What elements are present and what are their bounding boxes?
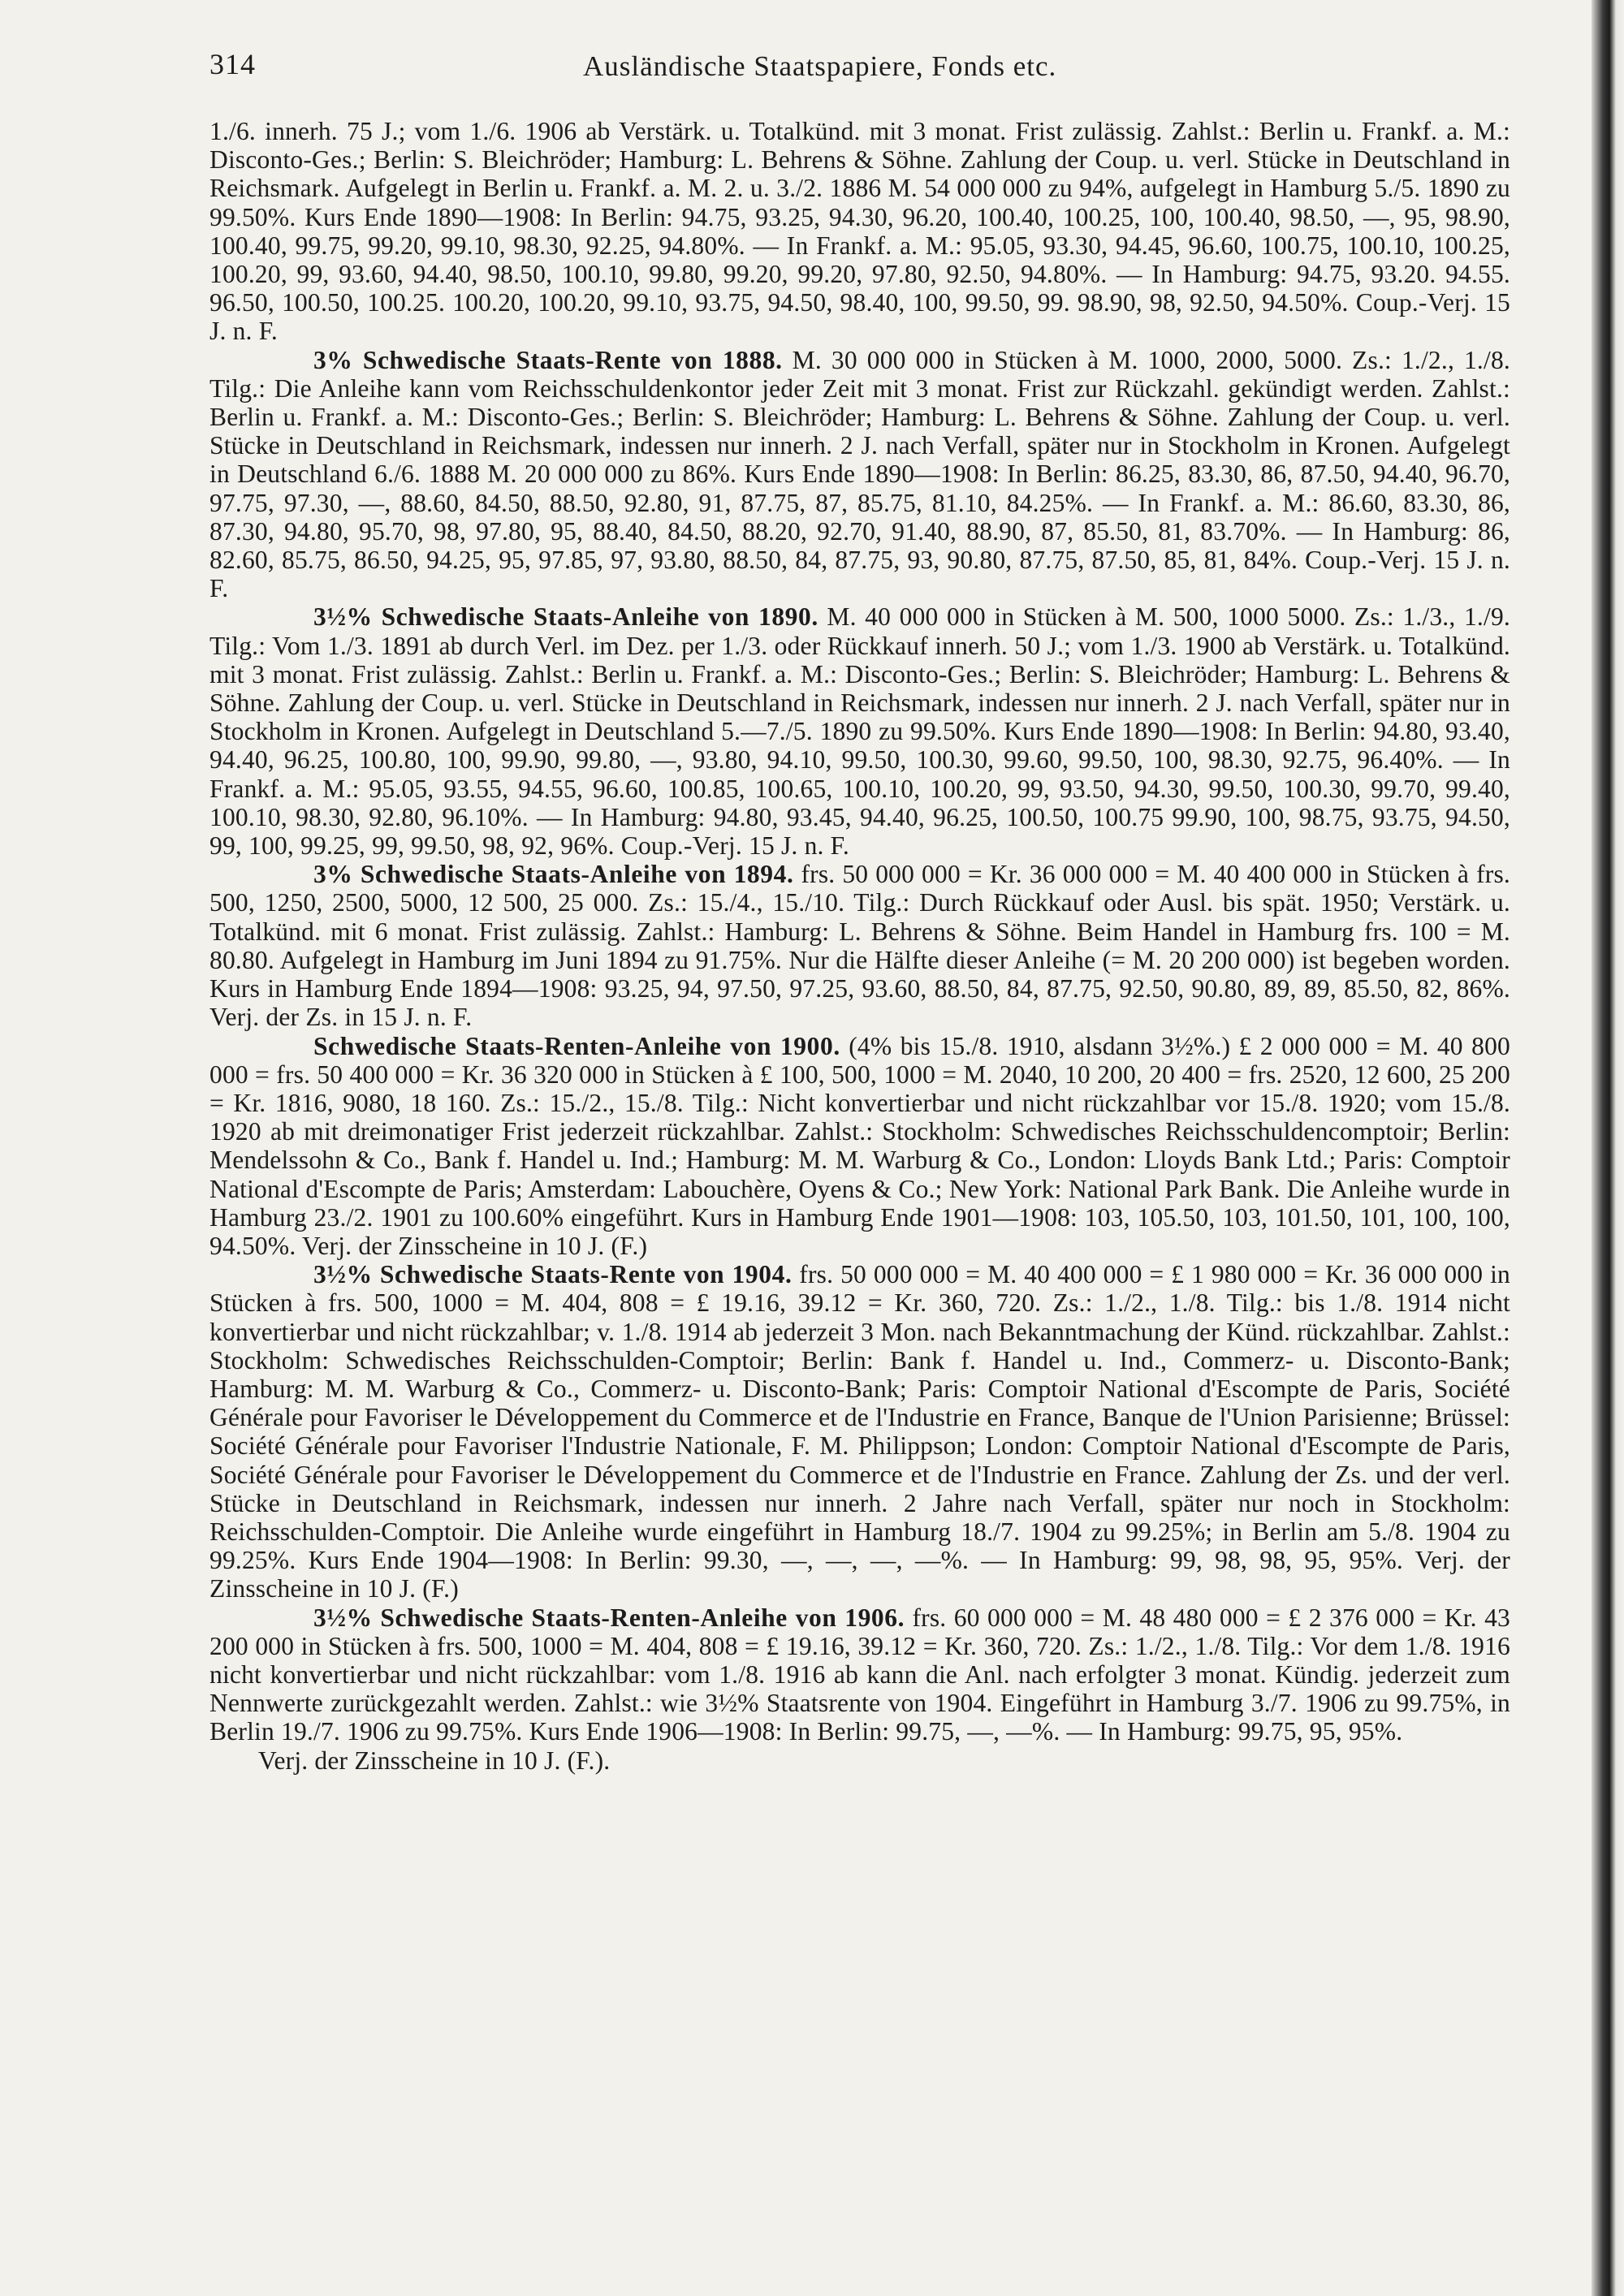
entry-rente-1888 [209,346,1510,603]
entry-renten-anleihe-1906 [209,1603,1510,1746]
entry-heading: 3½% Schwedische Staats-Anleihe von 1890. [313,602,818,632]
binding-edge [1592,0,1624,2296]
entry-heading: Schwedische Staats-Renten-Anleihe von 1900. [313,1031,840,1060]
entry-text: M. 40 000 000 in Stücken à M. 500, 1000 5000. Zs.: 1./3., 1./9. Tilg.: Vom 1./3. 1891 ab durch Verl. im Dez. per 1./3. oder Rückkauf innerh. 50 J.; vom 1./3. 1900 ab Verstärk. u. Totalkünd. mit 3 monat. Frist zulässig. Zahlst.: Berlin u. Frankf. a. M.: Disconto-Ges.; Berlin: S. Bleichröder; Hamburg: L. Behrens & Söhne. Zahlung der Coup. u. verl. Stücke in Deutschland in Reichsmark, indessen nur innerh. 2 J. nach Verfall, später nur in Stockholm in Kronen. Aufgelegt in Deutschland 5.—7./5. 1890 zu 99.50%. Kurs Ende 1890—1908: In Berlin: 94.80, 93.40, 94.40, 96.25, 100.80, 100, 99.90, 99.80, —, 93.80, 94.10, 99.50, 100.30, 99.60, 99.50, 100, 98.30, 92.75, 96.40%. — In Frankf. a. M.: 95.05, 93.55, 94.55, 96.60, 100.85, 100.65, 100.10, 100.20, 99, 93.50, 94.30, 99.50, 100.30, 99.70, 99.40, 100.10, 98.30, 92.80, 96.10%. — In Hamburg: 94.80, 93.45, 94.40, 96.25, 100.50, 100.75 99.90, 100, 98.75, 93.75, 94.50, 99, 100, 99.25, 99, 99.50, 98, 92, 96%. Coup.-Verj. 15 J. n. F. [209,602,1510,861]
paragraph-continuation [209,117,1510,346]
entry-text: frs. 60 000 000 = M. 48 480 000 = £ 2 376 000 = Kr. 43 200 000 in Stücken à frs. 500, 1000 = M. 404, 808 = £ 19.16, 39.12 = Kr. 360, 720. Zs.: 1./2., 1./8. Tilg.: Vor dem 1./8. 1916 nicht konvertierbar und nicht rückzahlbar: vom 1./8. 1916 ab kann die Anl. nach erfolgter 3 monat. Kündig. jederzeit zum Nennwerte zurückgezahlt werden. Zahlst.: wie 3½% Staatsrente von 1904. Eingeführt in Hamburg 3./7. 1906 zu 99.75%, in Berlin 19./7. 1906 zu 99.75%. Kurs Ende 1906—1908: In Berlin: 99.75, —, —%. — In Hamburg: 99.75, 95, 95%. [209,1603,1511,1746]
entry-text: (4% bis 15./8. 1910, alsdann 3½%.) £ 2 000 000 = M. 40 800 000 = frs. 50 400 000 = Kr. 36 320 000 in Stücken à £ 100, 500, 1000 = M. 2040, 10 200, 20 400 = frs. 2520, 12 600, 25 200 = Kr. 1816, 9080, 18 160. Zs.: 15./2., 15./8. Tilg.: Nicht konvertierbar und nicht rückzahlbar vor 15./8. 1920; vom 15./8. 1920 ab mit dreimonatiger Frist jederzeit rückzahlbar. Zahlst.: Stockholm: Schwedisches Reichsschuldencomptoir; Berlin: Mendelssohn & Co., Bank f. Handel u. Ind.; Hamburg: M. M. Warburg & Co., London: Lloyds Bank Ltd.; Paris: Comptoir National d'Escompte de Paris; Amsterdam: Labouchère, Oyens & Co.; New York: National Park Bank. Die Anleihe wurde in Hamburg 23./2. 1901 zu 100.60% eingeführt. Kurs in Hamburg Ende 1901—1908: 103, 105.50, 103, 101.50, 101, 100, 100, 94.50%. Verj. der Zinsscheine in 10 J. (F.) [209,1031,1510,1260]
body-text [209,117,1510,1775]
entry-renten-anleihe-1900 [209,1032,1510,1261]
entry-heading: 3% Schwedische Staats-Anleihe von 1894. [313,860,794,889]
entry-anleihe-1890 [209,602,1510,860]
entry-heading: 3½% Schwedische Staats-Rente von 1904. [313,1260,793,1289]
running-title: Ausländische Staatspapiere, Fonds etc. [583,50,1057,82]
closing-line [209,1746,1510,1775]
entry-anleihe-1894 [209,860,1510,1031]
paragraph-text: 1./6. innerh. 75 J.; vom 1./6. 1906 ab Verstärk. u. Totalkünd. mit 3 monat. Frist zulässig. Zahlst.: Berlin u. Frankf. a. M.: Disconto-Ges.; Berlin: S. Bleichröder; Hamburg: L. Behrens & Söhne. Zahlung der Coup. u. verl. Stücke in Deutschland in Reichsmark. Aufgelegt in Berlin u. Frankf. a. M. 2. u. 3./2. 1886 M. 54 000 000 zu 94%, aufgelegt in Hamburg 5./5. 1890 zu 99.50%. Kurs Ende 1890—1908: In Berlin: 94.75, 93.25, 94.30, 96.20, 100.40, 100.25, 100, 100.40, 98.50, —, 95, 98.90, 100.40, 99.75, 99.20, 99.10, 98.30, 92.25, 94.80%. — In Frankf. a. M.: 95.05, 93.30, 94.45, 96.60, 100.75, 100.10, 100.25, 100.20, 99, 93.60, 94.40, 98.50, 100.10, 99.80, 99.20, 99.20, 97.80, 92.50, 94.80%. — In Hamburg: 94.75, 93.20. 94.55. 96.50, 100.50, 100.25. 100.20, 100.20, 99.10, 93.75, 94.50, 98.40, 100, 99.50, 99. 98.90, 98, 92.50, 94.50%. Coup.-Verj. 15 J. n. F. [209,117,1510,346]
entry-rente-1904 [209,1260,1510,1603]
page-number: 314 [209,48,256,80]
entry-heading: 3½% Schwedische Staats-Renten-Anleihe von 1906. [313,1603,905,1632]
entry-heading: 3% Schwedische Staats-Rente von 1888. [313,345,783,374]
paragraph-text: Verj. der Zinsscheine in 10 J. (F.). [258,1746,611,1775]
entry-text: M. 30 000 000 in Stücken à M. 1000, 2000, 5000. Zs.: 1./2., 1./8. Tilg.: Die Anleihe kann vom Reichsschuldenkontor jeder Zeit mit 3 monat. Frist zur Rückzahl. gekündigt werden. Zahlst.: Berlin u. Frankf. a. M.: Disconto-Ges.; Berlin: S. Bleichröder; Hamburg: L. Behrens & Söhne. Zahlung der Coup. u. verl. Stücke in Deutschland in Reichsmark, indessen nur innerh. 2 J. nach Verfall, später nur in Stockholm in Kronen. Aufgelegt in Deutschland 6./6. 1888 M. 20 000 000 zu 86%. Kurs Ende 1890—1908: In Berlin: 86.25, 83.30, 86, 87.50, 94.40, 96.70, 97.75, 97.30, —, 88.60, 84.50, 88.50, 92.80, 91, 87.75, 87, 85.75, 81.10, 84.25%. — In Frankf. a. M.: 86.60, 83.30, 86, 87.30, 94.80, 95.70, 98, 97.80, 95, 88.40, 84.50, 88.20, 92.70, 91.40, 88.90, 87, 85.50, 81, 83.70%. — In Hamburg: 86, 82.60, 85.75, 86.50, 94.25, 95, 97.85, 97, 93.80, 88.50, 84, 87.75, 93, 90.80, 87.75, 87.50, 85, 81, 84%. Coup.-Verj. 15 J. n. F. [209,345,1510,603]
entry-text: frs. 50 000 000 = Kr. 36 000 000 = M. 40 400 000 in Stücken à frs. 500, 1250, 2500, 5000, 12 500, 25 000. Zs.: 15./4., 15./10. Tilg.: Durch Rückkauf oder Ausl. bis spät. 1950; Verstärk. u. Totalkünd. mit 6 monat. Frist zulässig. Zahlst.: Hamburg: L. Behrens & Söhne. Beim Handel in Hamburg frs. 100 = M. 80.80. Aufgelegt in Hamburg im Juni 1894 zu 91.75%. Nur die Hälfte dieser Anleihe (= M. 20 200 000) ist begeben worden. Kurs in Hamburg Ende 1894—1908: 93.25, 94, 97.50, 97.25, 93.60, 88.50, 84, 87.75, 92.50, 90.80, 89, 89, 85.50, 82, 86%. Verj. der Zs. in 15 J. n. F. [209,860,1510,1032]
page-header [209,32,1510,89]
entry-text: frs. 50 000 000 = M. 40 400 000 = £ 1 980 000 = Kr. 36 000 000 in Stücken à frs. 500, 1000 = M. 404, 808 = £ 19.16, 39.12 = Kr. 360, 720. Zs.: 1./2., 1./8. Tilg.: bis 1./8. 1914 nicht konvertierbar und nicht rückzahlbar; v. 1./8. 1914 ab jederzeit 3 Mon. nach Bekanntmachung der Künd. rückzahlbar. Zahlst.: Stockholm: Schwedisches Reichsschulden-Comptoir; Berlin: Bank f. Handel u. Ind., Commerz- u. Disconto-Bank; Hamburg: M. M. Warburg & Co., Commerz- u. Disconto-Bank; Paris: Comptoir National d'Escompte de Paris, Société Générale pour Favoriser le Développement du Commerce et de l'Industrie en France, Banque de l'Union Parisienne; Brüssel: Société Générale pour Favoriser l'Industrie Nationale, F. M. Philippson; London: Comptoir National d'Escompte de Paris, Société Générale pour Favoriser le Développement du Commerce et de l'Industrie en France. Zahlung der Zs. und der verl. Stücke in Deutschland in Reichsmark, indessen nur innerh. 2 Jahre nach Verfall, später nur noch in Stockholm: Reichsschulden-Comptoir. Die Anleihe wurde eingeführt in Hamburg 18./7. 1904 zu 99.25%; in Berlin am 5./8. 1904 zu 99.25%. Kurs Ende 1904—1908: In Berlin: 99.30, —, —, —, —%. — In Hamburg: 99, 98, 98, 95, 95%. Verj. der Zinsscheine in 10 J. (F.) [209,1260,1510,1603]
